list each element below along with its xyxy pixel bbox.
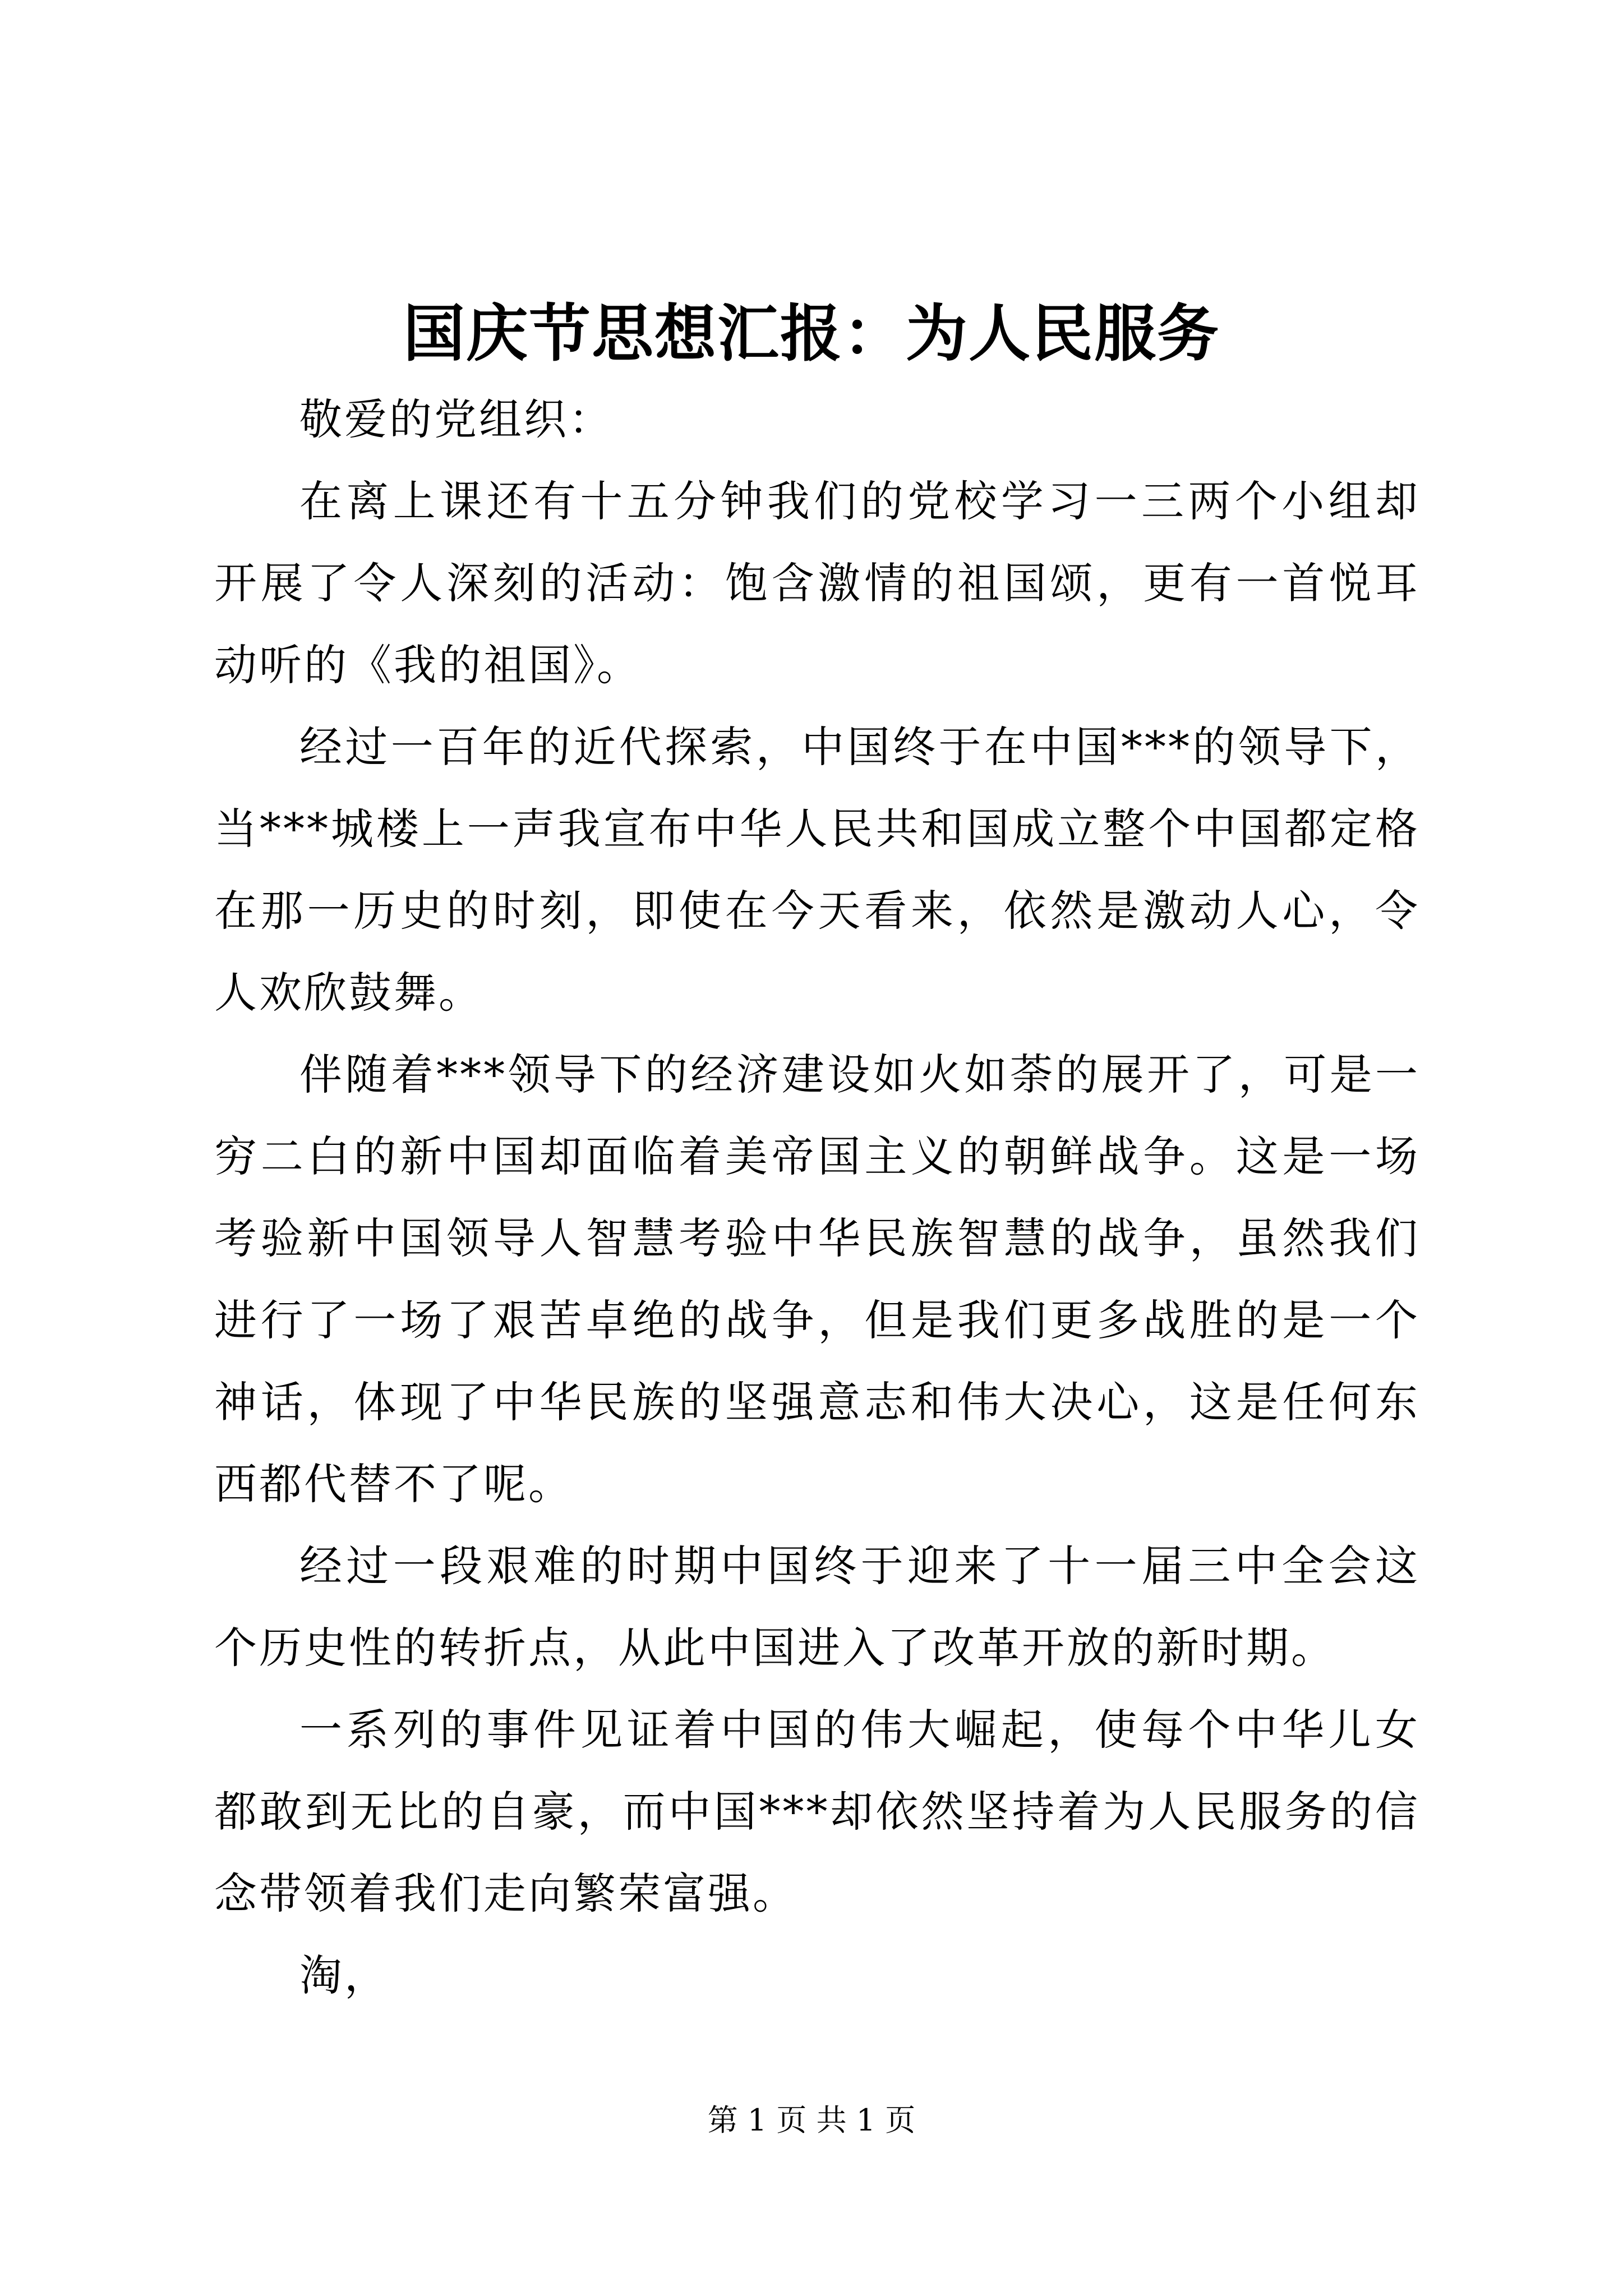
paragraph-3: 伴随着***领导下的经济建设如火如荼的展开了，可是一穷二白的新中国却面临着美帝国主义的朝鲜战争。这是一场考验新中国领导人智慧考验中华民族智慧的战争，虽然我们进行了一场了艰苦卓绝的战争，但是我们更多战胜的是一个神话，体现了中华民族的坚强意志和伟大决心，这是任何东西都代替不了呢。 xyxy=(214,1050,1420,1509)
document-title: 国庆节思想汇报：为人民服务 xyxy=(403,297,1220,370)
paragraph-4: 经过一段艰难的时期中国终于迎来了十一届三中全会这个历史性的转折点，从此中国进入了改革开放的新时期。 xyxy=(214,1541,1420,1673)
paragraph-2: 经过一百年的近代探索，中国终于在中国***的领导下，当***城楼上一声我宣布中华人民共和国成立整个中国都定格在那一历史的时刻，即使在今天看来，依然是激动人心，令人欢欣鼓舞。 xyxy=(214,722,1420,1018)
paragraph-5: 一系列的事件见证着中国的伟大崛起，使每个中华儿女都敢到无比的自豪，而中国***却依然坚持着为人民服务的信念带领着我们走向繁荣富强。 xyxy=(214,1705,1420,1918)
salutation: 敬爱的党组织： xyxy=(299,394,614,444)
document-body xyxy=(214,379,1420,2017)
paragraph-1: 在离上课还有十五分钟我们的党校学习一三两个小组却开展了令人深刻的活动：饱含激情的祖国颂，更有一首悦耳动听的《我的祖国》。 xyxy=(214,476,1420,690)
page-footer: 第 1 页 共 1 页 xyxy=(707,2102,916,2138)
paragraph-6: 淘， xyxy=(299,1950,389,2000)
